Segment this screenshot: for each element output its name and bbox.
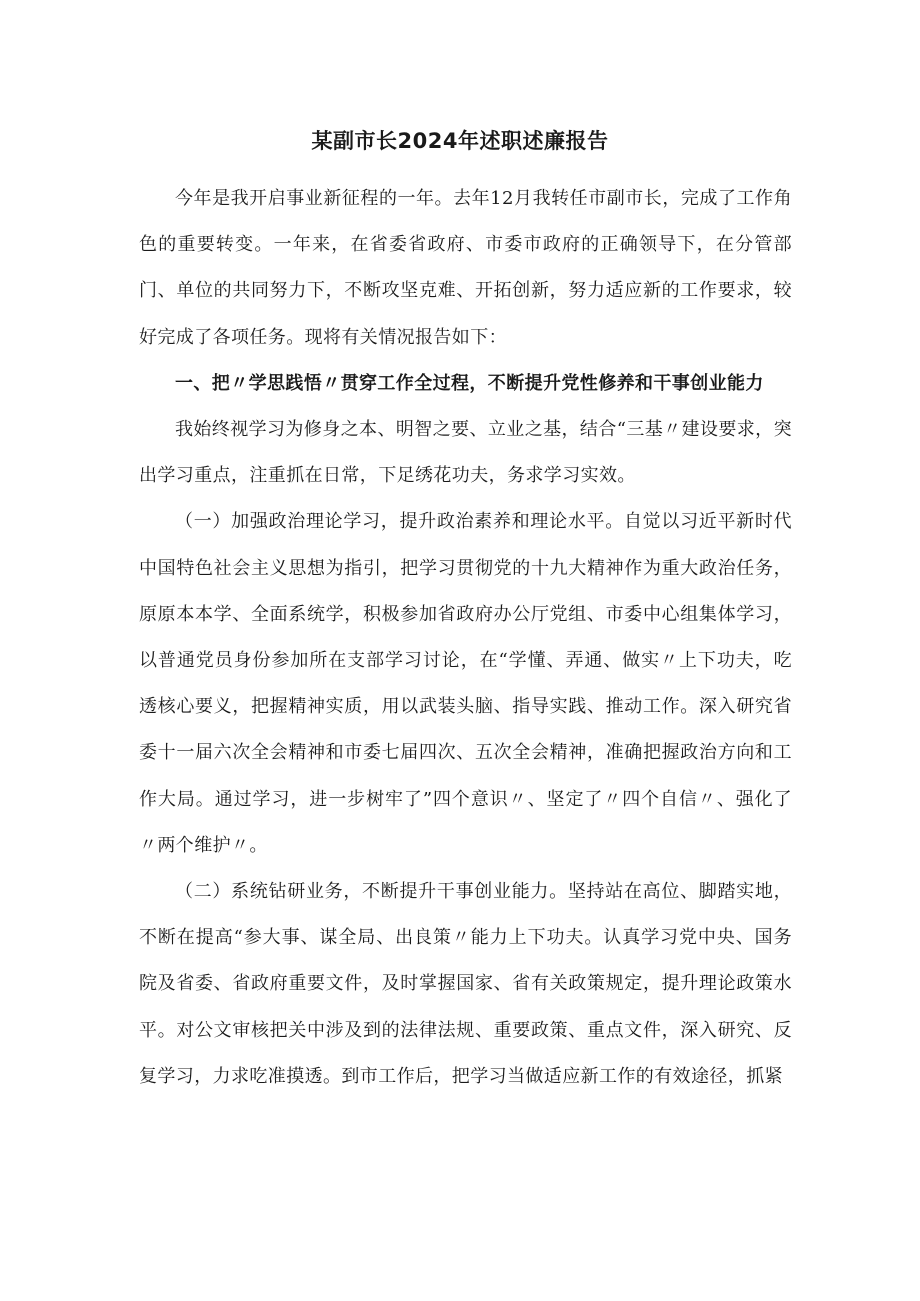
section-heading-1: 一、把〃学思践悟〃贯穿工作全过程，不断提升党性修养和干事创业能力 — [175, 372, 764, 394]
subsection-2-paragraph: （二）系统钻研业务，不断提升干事创业能力。坚持站在高位、脚踏实地，不断在提高“参大事、谋全局、出良策〃能力上下功夫。认真学习党中央、国务院及省委、省政府重要文件，及时掌握国家、省有关政策规定，提升理论政策水平。对公文审核把关中涉及到的法律法规、重要政策、重点文件，深入研究、反复学习，力求吃准摸透。到市工作后，把学习当做适应新工作的有效途径，抓紧 — [139, 881, 792, 1087]
section-1-intro-paragraph: 我始终视学习为修身之本、明智之要、立业之基，结合“三基〃建设要求，突出学习重点，注重抓在日常，下足绣花功夫，务求学习实效。 — [139, 419, 792, 487]
document-title: 某副市长2024年述职述廉报告 — [311, 129, 609, 153]
document-body — [139, 176, 792, 1100]
subsection-1-paragraph: （一）加强政治理论学习，提升政治素养和理论水平。自觉以习近平新时代中国特色社会主义思想为指引，把学习贯彻党的十九大精神作为重大政治任务，原原本本学、全面系统学，积极参加省政府办公厅党组、市委中心组集体学习，以普通党员身份参加所在支部学习讨论，在“学懂、弄通、做实〃上下功夫，吃透核心要义，把握精神实质，用以武装头脑、指导实践、推动工作。深入研究省委十一届六次全会精神和市委七届四次、五次全会精神，准确把握政治方向和工作大局。通过学习，进一步树牢了”四个意识〃、坚定了〃四个自信〃、强化了〃两个维护〃。 — [139, 511, 792, 856]
intro-paragraph: 今年是我开启事业新征程的一年。去年12月我转任市副市长，完成了工作角色的重要转变。一年来，在省委省政府、市委市政府的正确领导下，在分管部门、单位的共同努力下，不断攻坚克难、开拓创新，努力适应新的工作要求，较好完成了各项任务。现将有关情况报告如下： — [139, 188, 792, 348]
